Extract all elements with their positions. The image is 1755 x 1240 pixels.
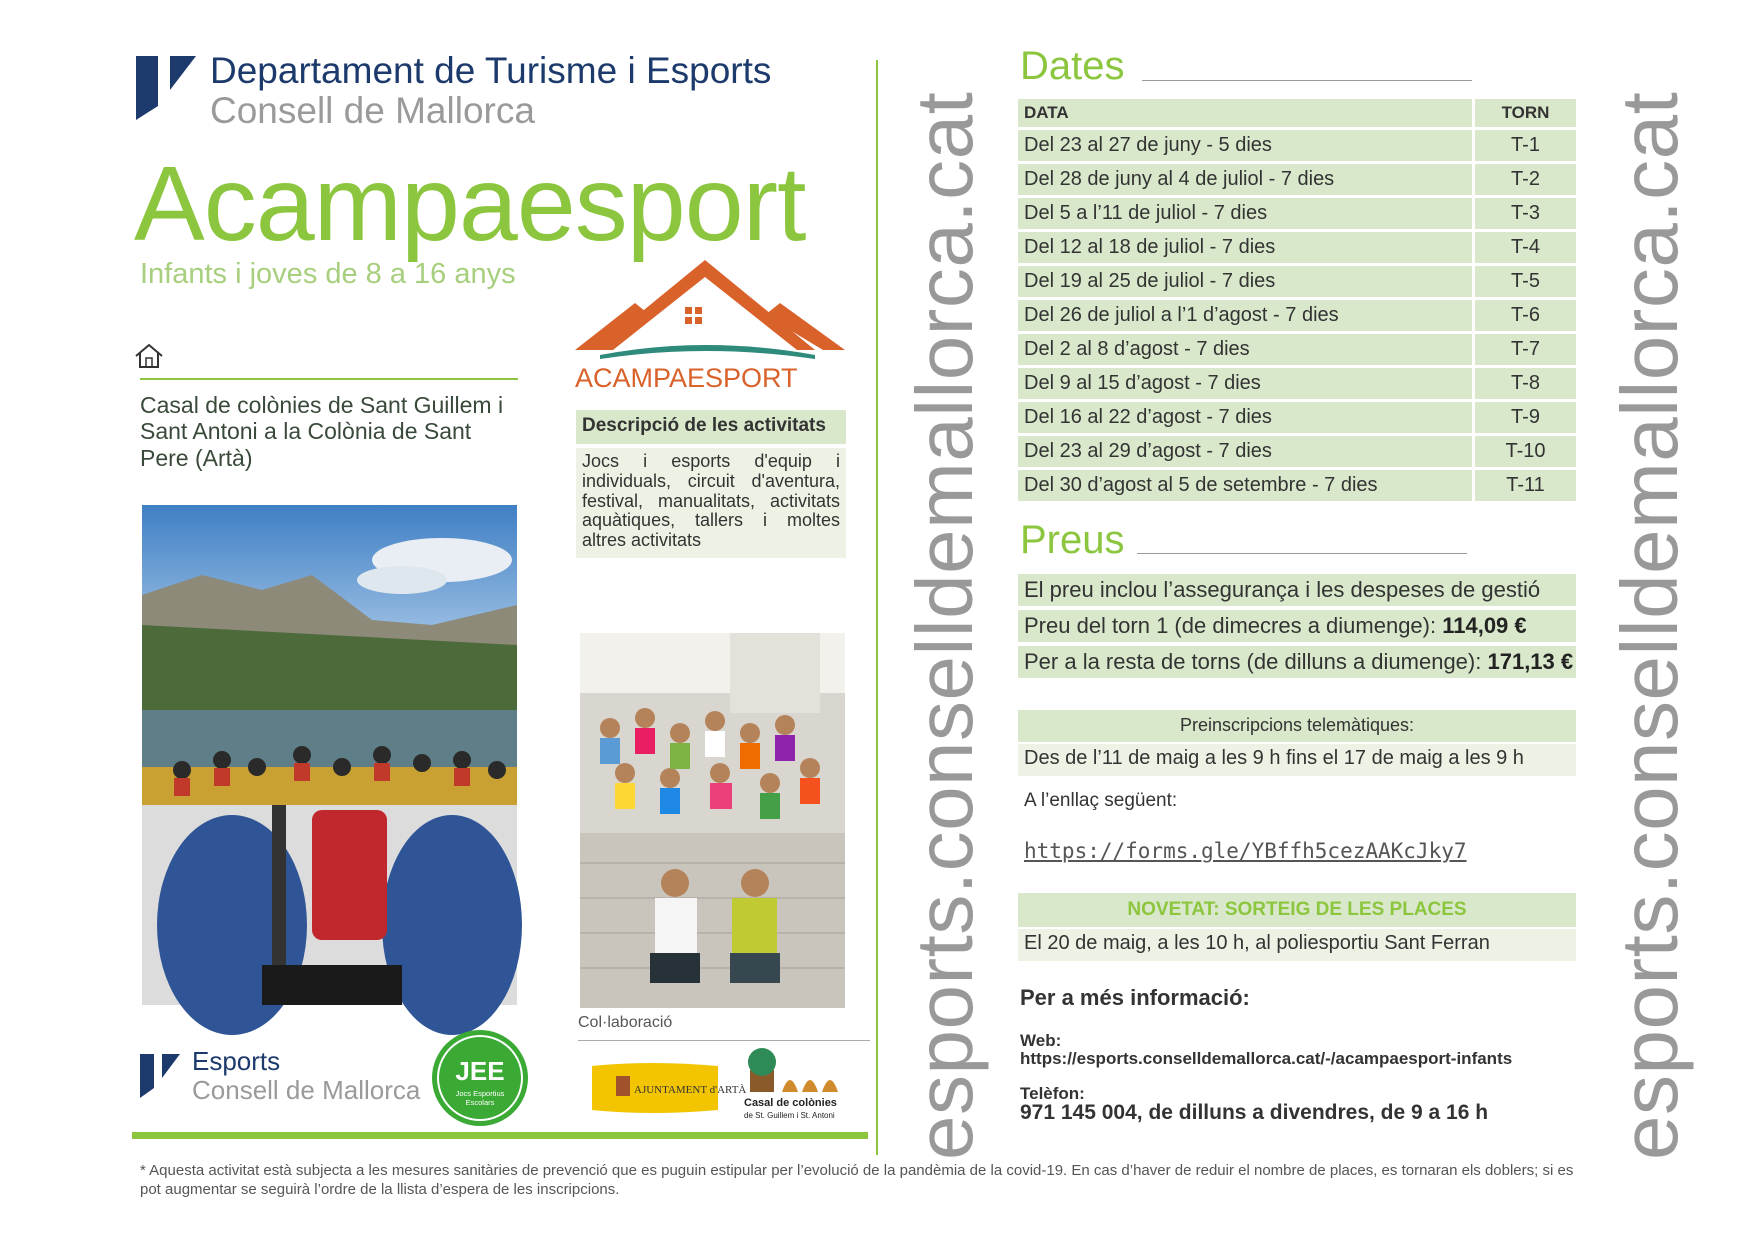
torn-cell: T-1	[1472, 130, 1576, 161]
esports-title: Esports	[192, 1046, 281, 1076]
price-turn1-label: Preu del torn 1 (de dimecres a diumenge):	[1024, 613, 1443, 638]
torn-cell: T-2	[1472, 164, 1576, 195]
table-row	[1018, 368, 1576, 399]
torn-cell: T-10	[1472, 436, 1576, 467]
torn-cell: T-7	[1472, 334, 1576, 365]
torn-cell: T-9	[1472, 402, 1576, 433]
footnote: * Aquesta activitat està subjecta a les mesures sanitàries de prevenció que es puguin estipular per l’evolució de la pandèmia de la covid-19. En cas d’haver de reduir el nombre de places, es tornaran els doblers; si es pot augmentar se seguirà l’ordre de la llista d’espera de les inscripcions.	[140, 1162, 1574, 1198]
table-row	[1018, 198, 1576, 229]
arta-logo-text: AJUNTAMENT d'ARTÀ	[634, 1084, 747, 1096]
collaboration-divider	[578, 1040, 870, 1041]
svg-text:de St. Guillem i St. Antoni: de St. Guillem i St. Antoni	[744, 1111, 835, 1120]
esports-logo-icon	[140, 1054, 180, 1098]
jee-badge-logo	[430, 1028, 530, 1128]
group-photo	[580, 633, 845, 1008]
table-row	[1018, 232, 1576, 263]
prices-title: Preus	[1020, 518, 1125, 562]
casal-colonies-logo	[742, 1048, 854, 1122]
activities-text: Jocs i esports d'equip i individuals, circuit d'aventura, festival, manualitats, activitats aquàtiques, tallers i moltes altres activitats	[576, 448, 846, 558]
prices-rule	[1137, 553, 1467, 554]
date-cell: Del 5 a l’11 de juliol - 7 dies	[1018, 198, 1472, 229]
torn-cell: T-8	[1472, 368, 1576, 399]
torn-cell: T-5	[1472, 266, 1576, 297]
table-row	[1018, 130, 1576, 161]
date-cell: Del 2 al 8 d’agost - 7 dies	[1018, 334, 1472, 365]
date-cell: Del 28 de juny al 4 de juliol - 7 dies	[1018, 164, 1472, 195]
council-name: Consell de Mallorca	[210, 90, 535, 131]
esports-subtitle: Consell de Mallorca	[192, 1075, 421, 1105]
venue-address: Casal de colònies de Sant Guillem i Sant Antoni a la Colònia de Sant Pere (Artà)	[140, 392, 504, 471]
date-cell: Del 30 d’agost al 5 de setembre - 7 dies	[1018, 470, 1472, 501]
department-title: Departament de Turisme i Esports	[210, 50, 772, 91]
phone-label: Telèfon:	[1020, 1084, 1085, 1103]
price-turn1	[1018, 610, 1576, 642]
table-row	[1018, 334, 1576, 365]
home-icon	[134, 343, 164, 369]
dates-rule	[1142, 80, 1472, 81]
preregistration-period: Des de l’11 de maig a les 9 h fins el 17 de maig a les 9 h	[1018, 744, 1576, 776]
torn-cell: T-11	[1472, 470, 1576, 501]
column-header-torn: TORN	[1472, 99, 1576, 127]
date-cell: Del 9 al 15 d’agost - 7 dies	[1018, 368, 1472, 399]
vertical-website-text-right: esports.conselldemallorca.cat	[1605, 91, 1694, 1160]
web-label: Web:	[1020, 1031, 1062, 1050]
price-rest-label: Per a la resta de torns (de dilluns a diumenge):	[1024, 649, 1488, 674]
table-row	[1018, 300, 1576, 331]
date-cell: Del 26 de juliol a l’1 d’agost - 7 dies	[1018, 300, 1472, 331]
torn-cell: T-6	[1472, 300, 1576, 331]
registration-link[interactable]: https://forms.gle/YBffh5cezAAKcJky7	[1024, 839, 1467, 863]
table-row	[1018, 164, 1576, 195]
acampaesport-logo	[575, 255, 845, 393]
web-link[interactable]: https://esports.conselldemallorca.cat/-/acampaesport-infants	[1020, 1049, 1513, 1068]
kayak-photo	[142, 505, 517, 1005]
table-header-row	[1018, 99, 1576, 127]
link-label: A l’enllaç següent:	[1024, 790, 1178, 811]
activities-heading: Descripció de les activitats	[576, 410, 846, 444]
draw-text: El 20 de maig, a les 10 h, al poliesportiu Sant Ferran	[1018, 929, 1576, 961]
brand-logo-text: ACAMPAESPORT	[575, 363, 798, 393]
svg-text:Casal de colònies: Casal de colònies	[744, 1097, 837, 1109]
draw-heading: NOVETAT: SORTEIG DE LES PLACES	[1018, 893, 1576, 927]
table-row	[1018, 470, 1576, 501]
arta-town-hall-logo	[590, 1060, 747, 1116]
price-note: El preu inclou l’assegurança i les despeses de gestió	[1018, 574, 1576, 606]
price-rest	[1018, 646, 1576, 678]
dates-table	[1018, 96, 1576, 504]
vertical-website-text: esports.conselldemallorca.cat	[900, 91, 989, 1160]
consell-logo-icon	[136, 56, 196, 120]
table-row	[1018, 266, 1576, 297]
date-cell: Del 23 al 29 d’agost - 7 dies	[1018, 436, 1472, 467]
date-cell: Del 23 al 27 de juny - 5 dies	[1018, 130, 1472, 161]
address-divider	[140, 378, 518, 380]
info-title: Per a més informació:	[1020, 985, 1250, 1010]
page-subtitle: Infants i joves de 8 a 16 anys	[140, 258, 516, 290]
collaboration-label: Col·laboració	[578, 1014, 673, 1031]
preregistration-heading: Preinscripcions telemàtiques:	[1018, 710, 1576, 742]
date-cell: Del 19 al 25 de juliol - 7 dies	[1018, 266, 1472, 297]
torn-cell: T-3	[1472, 198, 1576, 229]
phone-value: 971 145 004, de dilluns a divendres, de 9 a 16 h	[1020, 1101, 1489, 1124]
date-cell: Del 12 al 18 de juliol - 7 dies	[1018, 232, 1472, 263]
page-title: Acampaesport	[134, 145, 806, 263]
jee-badge-title: JEE	[455, 1056, 505, 1086]
svg-text:Escolars: Escolars	[465, 1098, 495, 1107]
torn-cell: T-4	[1472, 232, 1576, 263]
dates-title: Dates	[1020, 44, 1125, 88]
price-rest-value: 171,13 €	[1487, 649, 1574, 674]
date-cell: Del 16 al 22 d’agost - 7 dies	[1018, 402, 1472, 433]
table-row	[1018, 436, 1576, 467]
svg-text:Jocs Esportius: Jocs Esportius	[455, 1089, 505, 1098]
table-row	[1018, 402, 1576, 433]
column-header-date: DATA	[1018, 99, 1472, 127]
footer-green-bar	[132, 1132, 868, 1139]
column-separator	[876, 60, 878, 1155]
price-turn1-value: 114,09 €	[1442, 613, 1527, 638]
